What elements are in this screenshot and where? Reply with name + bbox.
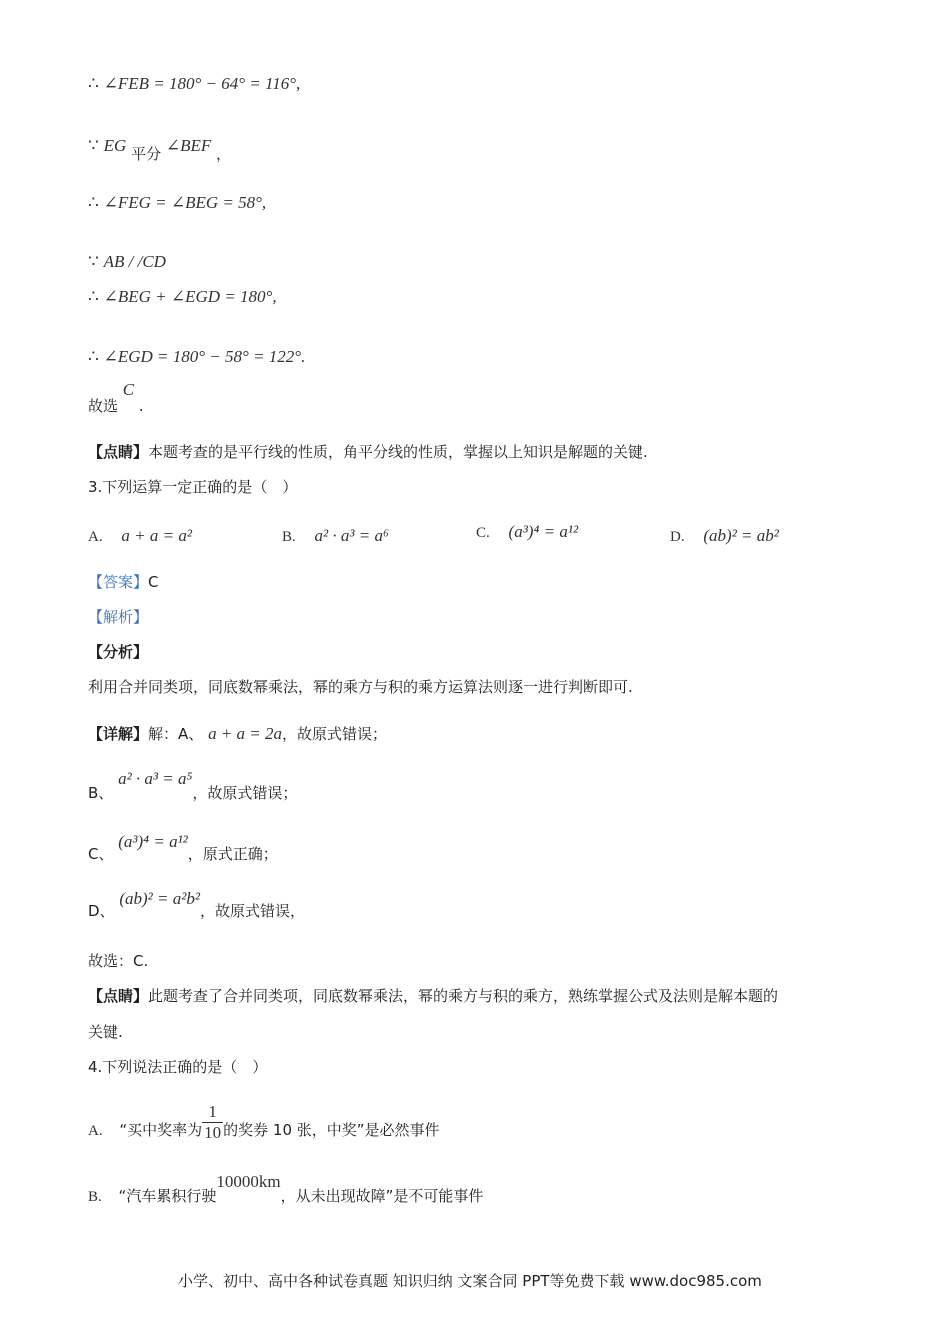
- detail-tail-d: ，故原式错误，: [199, 902, 305, 920]
- step-punctuation: ，: [216, 145, 232, 163]
- question-stem-text: 4.下列说法正确的是（ ）: [88, 1058, 268, 1076]
- step-expression: ∠FEG = ∠BEG = 58°,: [103, 193, 267, 212]
- option-label: C.: [476, 525, 490, 541]
- note-line-2: [88, 986, 778, 1006]
- detail-tail-b: ，故原式错误；: [192, 784, 298, 802]
- option-text-pre: “买中奖率为: [119, 1121, 203, 1139]
- detail-intro: 解：A、: [148, 725, 204, 743]
- option-label: A.: [88, 529, 103, 545]
- step-expression: AB / /CD: [103, 252, 166, 271]
- option-label: A.: [88, 1123, 103, 1139]
- detail-line-b: [88, 769, 298, 802]
- choose-text: 故选: [88, 397, 119, 415]
- analysis-tag: 【解析】: [88, 608, 149, 626]
- fenxi-text: 利用合并同类项，同底数幂乘法，幂的乘方与积的乘方运算法则逐一进行判断即可.: [88, 678, 633, 696]
- option-expression: (ab)² = ab²: [703, 526, 779, 545]
- step-line-6: [88, 347, 305, 367]
- note-text: 本题考查的是平行线的性质，角平分线的性质，掌握以上知识是解题的关键.: [148, 443, 648, 461]
- option-text-post: ，从未出现故障”是不可能事件: [280, 1187, 484, 1205]
- detail-expression-d: (ab)² = a²b²: [119, 889, 200, 908]
- fraction-numerator: 1: [202, 1102, 223, 1123]
- q3-option-b: [282, 526, 389, 546]
- option-text-post: 的奖券 10 张，中奖”是必然事件: [223, 1121, 440, 1139]
- detail-expression-b: a² · a³ = a⁵: [118, 769, 193, 788]
- detail-expression-a: a + a = 2a: [208, 724, 283, 743]
- step-line-5: [88, 287, 277, 307]
- detail-line-a: [88, 724, 387, 744]
- q3-option-a: [88, 526, 192, 546]
- detail-line-d: [88, 889, 305, 920]
- choose-period: .: [138, 397, 144, 415]
- detail-tail-a: ，故原式错误；: [282, 725, 388, 743]
- therefore-symbol: ∴: [88, 287, 99, 306]
- detail-tag: 【详解】: [88, 725, 149, 743]
- option-label: B.: [282, 529, 296, 545]
- option-text-pre: “汽车累积行驶: [118, 1187, 217, 1205]
- fenxi-text-line: [88, 677, 633, 697]
- step-expression: ∠EGD = 180° − 58° = 122°.: [103, 347, 306, 366]
- q3-option-d: [670, 526, 779, 546]
- choose-line-2: 故选：C.: [88, 952, 149, 970]
- detail-line-c: [88, 832, 278, 863]
- option-expression: a² · a³ = a⁶: [314, 526, 389, 545]
- detail-label-b: B、: [88, 784, 114, 802]
- page-footer: 小学、初中、高中各种试卷真题 知识归纳 文案合同 PPT等免费下载 www.doc985.com: [178, 1272, 762, 1290]
- question-stem-text: 3.下列运算一定正确的是（ ）: [88, 478, 298, 496]
- note-tag: 【点睛】: [88, 443, 149, 461]
- option-value: 10000km: [216, 1172, 281, 1191]
- because-symbol: ∵: [88, 136, 99, 155]
- step-line-1: [88, 74, 300, 94]
- fraction: [202, 1102, 223, 1143]
- question-4-stem: [88, 1057, 267, 1077]
- q4-option-a: [88, 1102, 440, 1151]
- answer-value: C: [148, 573, 159, 591]
- detail-label-c: C、: [88, 845, 114, 863]
- option-expression: a + a = a²: [121, 526, 192, 545]
- question-3-stem: [88, 477, 297, 497]
- step-expression-part: ∠BEF: [165, 136, 212, 155]
- q4-option-b: [88, 1172, 484, 1207]
- step-line-4: [88, 252, 166, 272]
- step-expression-part: EG: [103, 136, 127, 155]
- answer-tag: 【答案】: [88, 573, 149, 591]
- option-label: B.: [88, 1189, 102, 1205]
- step-line-2: [88, 136, 232, 163]
- therefore-symbol: ∴: [88, 193, 99, 212]
- therefore-symbol: ∴: [88, 347, 99, 366]
- step-line-3: [88, 193, 266, 213]
- detail-expression-c: (a³)⁴ = a¹²: [118, 832, 188, 851]
- answer-line: [88, 572, 159, 592]
- option-label: D.: [670, 529, 685, 545]
- step-expression: ∠BEG + ∠EGD = 180°,: [103, 287, 277, 306]
- note-tag: 【点睛】: [88, 987, 149, 1005]
- note-text: 此题考查了合并同类项，同底数幂乘法，幂的乘方与积的乘方，熟练掌握公式及法则是解本题的: [148, 987, 779, 1005]
- fraction-denominator: 10: [204, 1123, 222, 1142]
- q3-option-c: [476, 522, 578, 542]
- step-chinese-text: 平分: [131, 145, 162, 163]
- option-expression: (a³)⁴ = a¹²: [508, 522, 579, 541]
- therefore-symbol: ∴: [88, 74, 99, 93]
- choose-letter: C: [122, 380, 135, 399]
- detail-label-d: D、: [88, 902, 115, 920]
- step-expression: ∠FEB = 180° − 64° = 116°,: [103, 74, 301, 93]
- choose-line-1: [88, 380, 144, 415]
- because-symbol: ∵: [88, 252, 99, 271]
- detail-tail-c: ，原式正确；: [187, 845, 278, 863]
- note-line-1: [88, 442, 648, 462]
- fenxi-tag: 【分析】: [88, 643, 149, 661]
- note-line-2b: [88, 1022, 123, 1042]
- fenxi-tag-line: [88, 642, 148, 662]
- note-text-continued: 关键.: [88, 1023, 123, 1041]
